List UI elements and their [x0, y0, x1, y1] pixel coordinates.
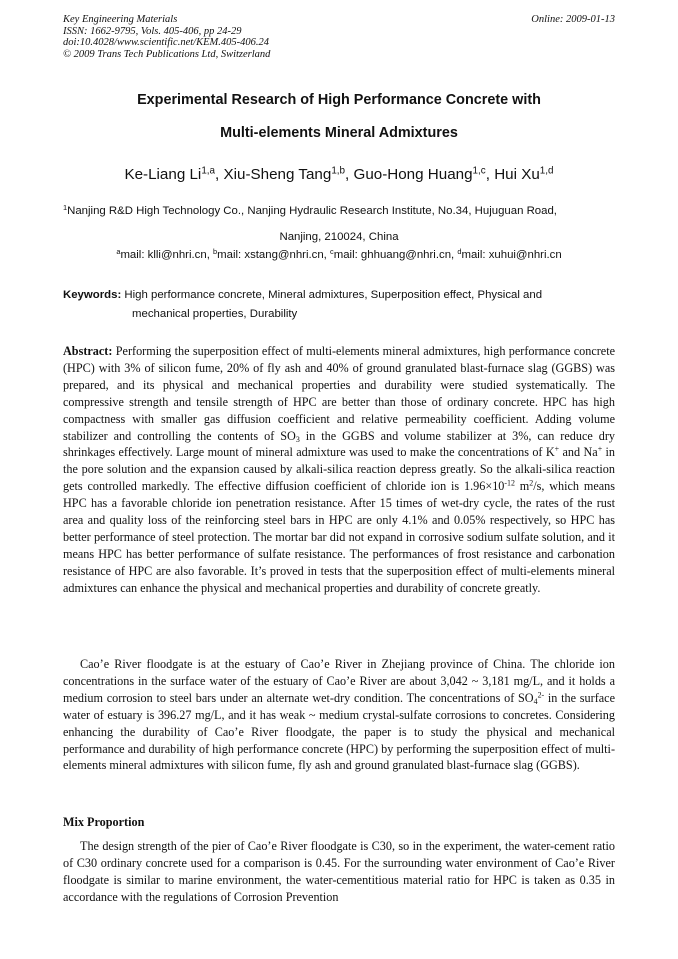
- section-heading: Mix Proportion: [63, 815, 145, 829]
- email-text: mail: ghhuang@nhri.cn,: [333, 249, 458, 261]
- email-text: mail: klli@nhri.cn,: [120, 249, 214, 261]
- email-mark: d: [457, 246, 462, 256]
- email-mark: a: [116, 246, 121, 256]
- mix-proportion-paragraph: The design strength of the pier of Cao’e River floodgate is C30, so in the experiment, the water-cement ratio of C30 ordinary concrete used for a comparison is 0.45. For the surrounding water environment of Cao’e River floodgate is similar to marine environment, the water-cementitious material ratio for HPC is taken as 0.35 in accordance with the regulations of Corrosion Prevention: [63, 839, 615, 904]
- online-date: Online: 2009-01-13: [531, 14, 615, 25]
- journal-name: Key Engineering Materials: [63, 14, 178, 25]
- abstract-block: [63, 343, 615, 597]
- paper-title-line-2: Multi-elements Mineral Admixtures: [220, 125, 458, 141]
- author-name: Hui Xu: [494, 166, 540, 183]
- author-name: Xiu-Sheng Tang: [223, 166, 332, 183]
- so3-subscript: 3: [295, 434, 300, 444]
- copyright-line: © 2009 Trans Tech Publications Ltd, Switzerland: [63, 48, 271, 60]
- affiliation-text: Nanjing R&D High Technology Co., Nanjing Hydraulic Research Institute, No.34, Hujuguan Road,: [67, 205, 557, 217]
- affiliation-line-1: [63, 202, 615, 217]
- intro-text: in the surface water of estuary is 396.27 mg/L, and it has weak ~ medium crystal-sulfate corrosions to concretes. Considering enhancing the durability of Cao’e River floodgate, the paper is to study the physical and mechanical performance and durability of high performance concrete (HPC) by performing the superposition effect of multi-elements mineral admixtures with silicon fume, fly ash and ground granulated blast-furnace slag (GGBS).: [63, 690, 615, 773]
- keywords-block: [63, 286, 615, 324]
- abstract-paragraph: [63, 343, 615, 597]
- author-affiliation-mark: 1,b: [331, 165, 346, 177]
- keywords-text-1: High performance concrete, Mineral admixtures, Superposition effect, Physical and: [124, 289, 543, 301]
- keywords-label: Keywords:: [63, 289, 122, 301]
- keywords-line-1: [63, 286, 615, 305]
- so4-charge: 2-: [537, 690, 545, 700]
- so4-subscript: 4: [533, 696, 538, 706]
- keywords-text-2: mechanical properties, Durability: [132, 308, 298, 320]
- author-separator: ,: [345, 166, 354, 183]
- abstract-text: /s, which means HPC has a favorable chloride ion penetration resistance. After 15 times of wet-dry cycle, the rates of the rust area and quality loss of the reinforcing steel bars in HPC are only 4.1% and 0.05% respectively, so HPC has better performance of steel protection. The mortar bar did not expand in corrosive sodium sulfate solution, and it means HPC has better performance of sulfate resistance. The performances of frost resistance and carbonation resistance of HPC are also favorable. It’s proved in tests that the superposition effect of multi-elements mineral admixtures can enhance the physical and mechanical properties and durability of concrete greatly.: [63, 479, 615, 595]
- abstract-text: m: [514, 479, 530, 494]
- doi-line: doi:10.4028/www.scientific.net/KEM.405-406.24: [63, 37, 269, 49]
- affiliation-mark: 1: [63, 202, 68, 212]
- unit-exponent: 2: [529, 478, 534, 488]
- author-name: Ke-Liang Li: [124, 166, 202, 183]
- author-name: Guo-Hong Huang: [353, 166, 473, 183]
- abstract-text: and Na: [559, 445, 598, 460]
- email-mark: b: [213, 246, 218, 256]
- intro-paragraph: [63, 656, 615, 774]
- abstract-text: in the GGBS and volume stabilizer at 3%, can reduce dry shrinkages effectively. Large mount of mineral admixture was used to make the concentrations of K: [63, 428, 616, 460]
- author-list: [63, 166, 615, 183]
- author-separator: ,: [485, 166, 495, 183]
- email-text: mail: xuhui@nhri.cn: [461, 249, 562, 261]
- abstract-text: Performing the superposition effect of multi-elements mineral admixtures, high performance concrete (HPC) with 3% of silicon fume, 20% of fly ash and 40% of ground granulated blast-furnace slag (GGBS) was prepared, and its physical and mechanical properties and durability were studied systematically. The compressive strength and tensile strength of HPC are better than those of ordinary concrete. HPC has high compactness with smaller gas diffusion coefficient and relative permeability coefficient. Adding volume stabilizer and controlling the contents of SO: [63, 344, 615, 443]
- sodium-charge: +: [597, 445, 603, 455]
- mix-proportion-block: [63, 838, 615, 906]
- paper-title-line-1: Experimental Research of High Performance Concrete with: [137, 92, 541, 108]
- email-line: [63, 246, 615, 261]
- potassium-charge: +: [554, 445, 560, 455]
- email-mark: c: [330, 246, 334, 256]
- abstract-text: in the pore solution and the expansion caused by alkali-silica reaction depress greatly. So the alkali-silica reaction gets controlled markedly. The effective diffusion coefficient of chloride ion is 1.96×10: [63, 445, 616, 494]
- author-affiliation-mark: 1,a: [201, 165, 216, 177]
- author-affiliation-mark: 1,c: [472, 165, 486, 177]
- issn-line: ISSN: 1662-9795, Vols. 405-406, pp 24-29: [63, 25, 242, 37]
- abstract-label: Abstract:: [63, 344, 113, 358]
- email-text: mail: xstang@nhri.cn,: [217, 249, 331, 261]
- exponent: -12: [504, 478, 515, 488]
- intro-text: Cao’e River floodgate is at the estuary of Cao’e River in Zhejiang province of China. The chloride ion concentrations in the surface water of the estuary of Cao’e River are about 3,042 ~ 3,181 mg/L, and it holds a medium corrosion to steel bars under an alternate wet-dry condition. The concentrations of SO: [63, 657, 615, 705]
- author-affiliation-mark: 1,d: [539, 165, 554, 177]
- journal-header: [63, 14, 615, 60]
- intro-block: [63, 656, 615, 774]
- affiliation-line-2: Nanjing, 210024, China: [279, 231, 399, 243]
- author-separator: ,: [215, 166, 224, 183]
